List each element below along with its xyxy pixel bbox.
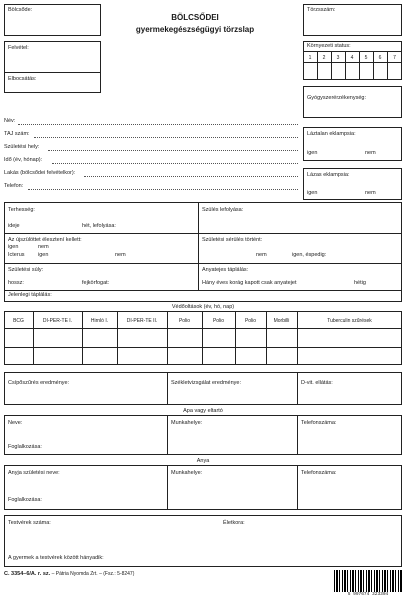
szuletesi-suly-label: Születési súly: — [8, 267, 44, 273]
lazas-nem[interactable]: nem — [365, 190, 376, 196]
father-telefonszama-label: Telefonszáma: — [301, 420, 337, 426]
ido-line[interactable] — [52, 163, 298, 164]
lakas-label: Lakás (bölcsődei felvételkor): — [4, 170, 76, 176]
lazas-igen[interactable]: igen — [307, 190, 318, 196]
mother-telefonszama-label: Telefonszáma: — [301, 470, 337, 476]
szekletvizsgalat-label: Székletvizsgálat eredménye: — [171, 380, 242, 386]
szuletesi-hely-line[interactable] — [48, 150, 298, 151]
screening-section — [4, 372, 402, 405]
icterus-label: Icterus — [8, 252, 25, 258]
mother-foglalkozasa-label: Foglalkozása: — [8, 497, 42, 503]
mother-munkahelye-label: Munkahelye: — [171, 470, 203, 476]
telefon-line[interactable] — [28, 189, 298, 190]
vacc-col-polio-1: Polio — [178, 318, 191, 324]
fejkorfogat-label[interactable]: fejkörfogat: — [82, 280, 110, 286]
vacc-col-polio-2: Polio — [212, 318, 225, 324]
torzsszam-label: Törzsszám: — [307, 7, 336, 13]
vacc-col-hirnlo: Hirnló I. — [90, 318, 109, 324]
barcode-number: 5 997674 323304 — [334, 592, 402, 597]
ido-label: Idő (év, hónap): — [4, 157, 43, 163]
vacc-col-polio-3: Polio — [244, 318, 257, 324]
laztalan-nem[interactable]: nem — [365, 150, 376, 156]
status-col-4: 4 — [350, 55, 354, 61]
lakas-line[interactable] — [84, 176, 298, 177]
status-col-3: 3 — [336, 55, 340, 61]
hany-eves-label: Hány éves korág kapott csak anyatejet — [202, 280, 297, 286]
status-col-7: 7 — [393, 55, 396, 61]
status-col-1: 1 — [308, 55, 312, 61]
form-code: C. 3354–6/A. r. sz. — [4, 571, 51, 577]
bolcsode-label: Bölcsőde: — [8, 7, 33, 13]
vacc-col-morbilli: Morbilli — [273, 318, 290, 324]
icterus-igen[interactable]: igen — [38, 252, 49, 258]
felvetel-label: Felvétel: — [8, 45, 29, 51]
szules-lefolyasa-label: Szülés lefolyása: — [202, 207, 244, 213]
eletkora-label: Életkora: — [223, 520, 245, 526]
title-line-1: BÖLCSŐDEI — [171, 13, 219, 22]
gyogyszererzekenyseg-box[interactable] — [303, 86, 402, 118]
taj-line[interactable] — [34, 137, 298, 138]
ideje-label[interactable]: ideje — [8, 223, 20, 229]
szuletesi-hely-label: Születési hely: — [4, 144, 40, 150]
szulesi-serules-label: Születési sérülés történt: — [202, 237, 263, 243]
father-neve-label: Neve: — [8, 420, 23, 426]
hetig-label[interactable]: hétig — [354, 280, 366, 286]
icterus-nem[interactable]: nem — [115, 252, 126, 258]
serules-nem[interactable]: nem — [256, 252, 267, 258]
father-section — [4, 415, 402, 455]
lazas-eklampsia-label: Lázas eklampsia: — [307, 172, 350, 178]
vacc-col-diperte-1: DI-PER-TE I. — [42, 318, 73, 324]
terhesseg-label: Terhesség: — [8, 207, 35, 213]
anyja-szuletesi-neve-label: Anyja születési neve: — [8, 470, 60, 476]
father-title: Apa vagy eltartó — [183, 408, 223, 414]
vacc-col-bcg: BCG — [13, 318, 24, 324]
vaccinations-title: Védőoltások (év, hó, nap) — [171, 304, 235, 310]
laztalan-igen[interactable]: igen — [307, 150, 318, 156]
mother-section — [4, 465, 402, 510]
father-munkahelye-label: Munkahelye: — [171, 420, 203, 426]
laztalan-eklampsia-label: Láztalan eklampsia: — [307, 131, 356, 137]
het-lefolyasa-label[interactable]: hét, lefolyása: — [82, 223, 116, 229]
vacc-col-tuberculin: Tuberculin szűrések — [327, 318, 372, 324]
status-col-5: 5 — [364, 55, 368, 61]
telefon-label: Telefon: — [4, 183, 24, 189]
dvit-label: D-vit. ellátás: — [301, 380, 333, 386]
footer-code — [4, 571, 134, 577]
hossz-label[interactable]: hossz: — [8, 280, 24, 286]
father-foglalkozasa-label: Foglalkozása: — [8, 444, 42, 450]
kornyezeti-status-label: Környezeti status: — [307, 43, 351, 49]
jelenlegi-label: Jelenlegi táplálás: — [8, 292, 52, 298]
mother-title: Anya — [196, 458, 210, 464]
anyatejes-label: Anyatejes táplálás: — [202, 267, 249, 273]
testverek-szama-label: Testvérek száma: — [8, 520, 51, 526]
barcode-icon — [334, 570, 402, 592]
elbocsatas-label: Elbocsátás: — [8, 76, 37, 82]
ujszulott-igen[interactable]: igen — [8, 244, 19, 250]
ujszulott-nem[interactable]: nem — [38, 244, 49, 250]
nev-line[interactable] — [18, 124, 298, 125]
title-line-2: gyermekegészségügyi törzslap — [135, 25, 255, 34]
pregnancy-section — [4, 202, 402, 302]
ujszulott-label: Az újszülöttet élesztení kellett: — [8, 237, 82, 243]
nev-label: Név: — [4, 118, 16, 124]
csipo-label: Csípőszűrés eredménye: — [8, 380, 70, 386]
serules-igen-espedig[interactable]: igen, éspedig: — [292, 252, 327, 258]
taj-label: TAJ szám: — [4, 131, 30, 137]
status-col-6: 6 — [378, 55, 382, 61]
hanyadik-label: A gyermek a testvérek között hányadik: — [8, 555, 104, 561]
status-col-2: 2 — [322, 55, 326, 61]
vacc-col-diperte-2: DI-PER-TE II. — [126, 318, 158, 324]
publisher-text: – Pátria Nyomda Zrt. – (Fsz.: 5-8247) — [51, 571, 135, 577]
gyogyszererzekenyseg-label: Gyógyszerérzékenység: — [307, 95, 366, 101]
